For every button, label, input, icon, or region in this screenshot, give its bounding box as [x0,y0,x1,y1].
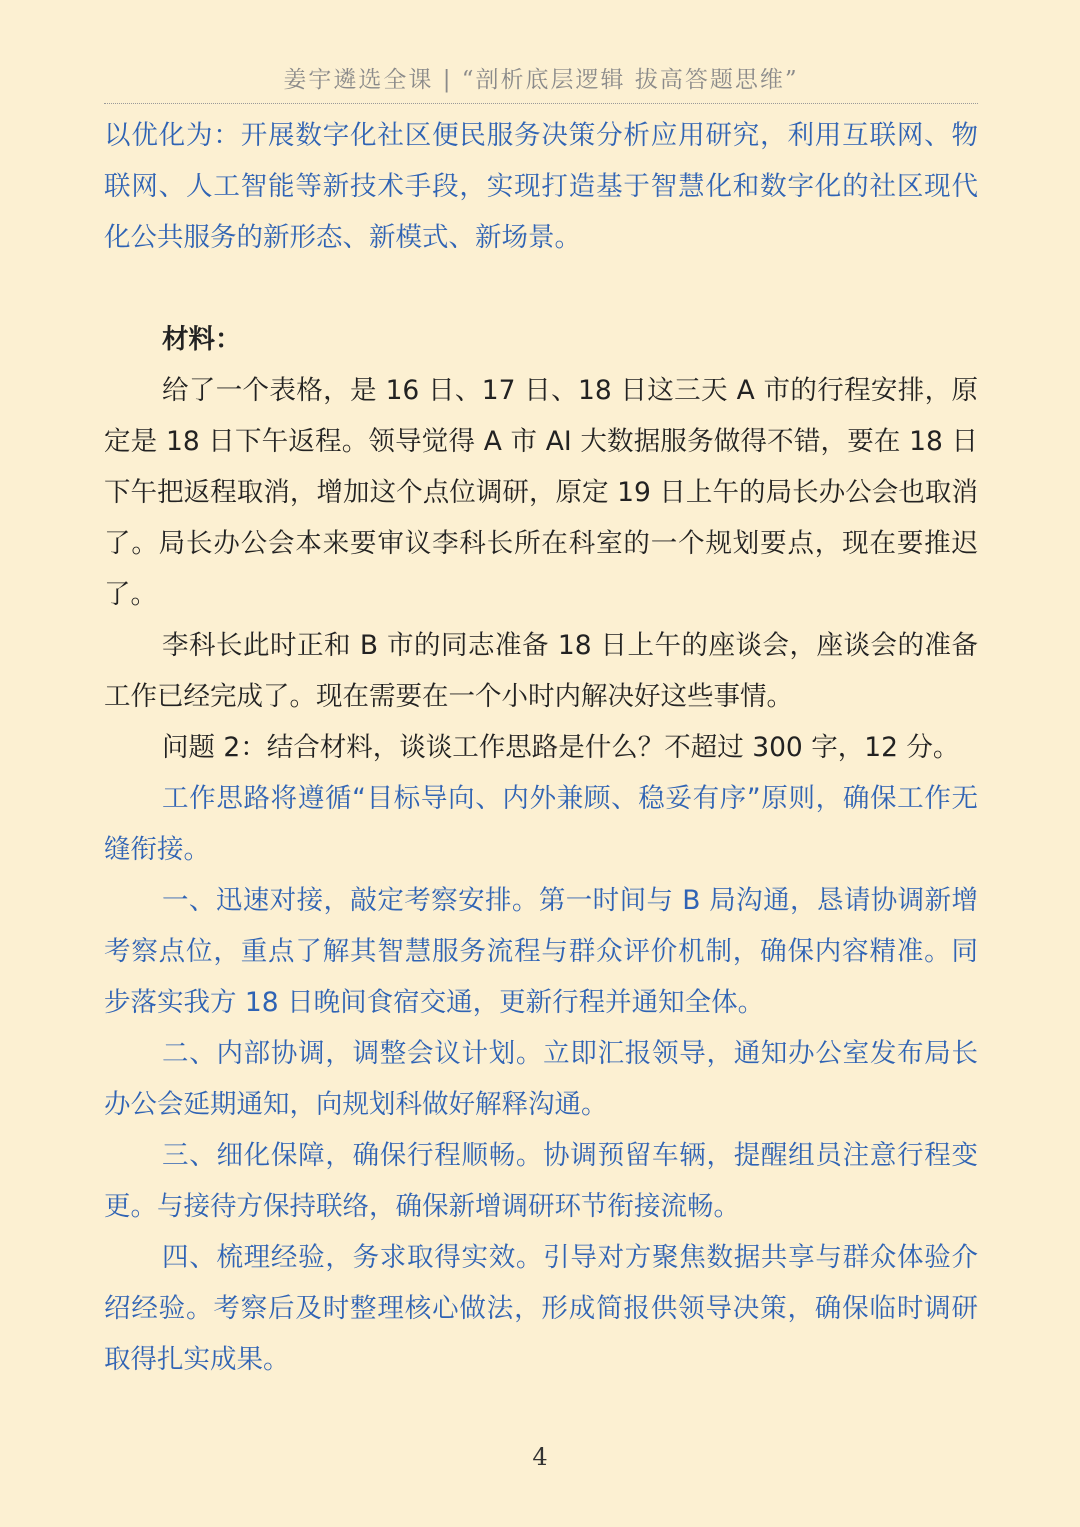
material-paragraph-schedule: 给了一个表格，是 16 日、17 日、18 日这三天 A 市的行程安排，原定是 18 日下午返程。领导觉得 A 市 AI 大数据服务做得不错，要在 18 日下午把返程取消，增加这个点位调研，原定 19 日上午的局长办公会也取消了。局长办公会本来要审议李科长所在科室的一个规划要点，现在要推迟了。 [104,375,978,610]
answer-paragraph-step-4: 四、梳理经验，务求取得实效。引导对方聚焦数据共享与群众体验介绍经验。考察后及时整理核心做法，形成简报供领导决策，确保临时调研取得扎实成果。 [104,1242,978,1375]
material-heading: 材料： [162,324,242,355]
page-number: 4 [532,1443,548,1471]
paragraph-spacer [104,263,978,314]
page-content [104,110,978,1385]
answer-paragraph-step-1: 一、迅速对接，敲定考察安排。第一时间与 B 局沟通，恳请协调新增考察点位，重点了解其智慧服务流程与群众评价机制，确保内容精准。同步落实我方 18 日晚间食宿交通，更新行程并通知全体。 [104,885,978,1018]
question-paragraph: 问题 2：结合材料，谈谈工作思路是什么？不超过 300 字，12 分。 [162,732,960,763]
answer-paragraph-step-3: 三、细化保障，确保行程顺畅。协调预留车辆，提醒组员注意行程变更。与接待方保持联络，确保新增调研环节衔接流畅。 [104,1140,978,1222]
answer-paragraph-optimized: 以优化为：开展数字化社区便民服务决策分析应用研究，利用互联网、物联网、人工智能等新技术手段，实现打造基于智慧化和数字化的社区现代化公共服务的新形态、新模式、新场景。 [104,120,978,253]
material-paragraph-situation: 李科长此时正和 B 市的同志准备 18 日上午的座谈会，座谈会的准备工作已经完成了。现在需要在一个小时内解决好这些事情。 [104,630,978,712]
header-divider [104,103,978,104]
answer-paragraph-step-2: 二、内部协调，调整会议计划。立即汇报领导，通知办公室发布局长办公会延期通知，向规划科做好解释沟通。 [104,1038,978,1120]
answer-paragraph-principle: 工作思路将遵循“目标导向、内外兼顾、稳妥有序”原则，确保工作无缝衔接。 [104,783,978,865]
page-header: 姜宇遴选全课 | “剖析底层逻辑 拔高答题思维” [283,67,799,93]
